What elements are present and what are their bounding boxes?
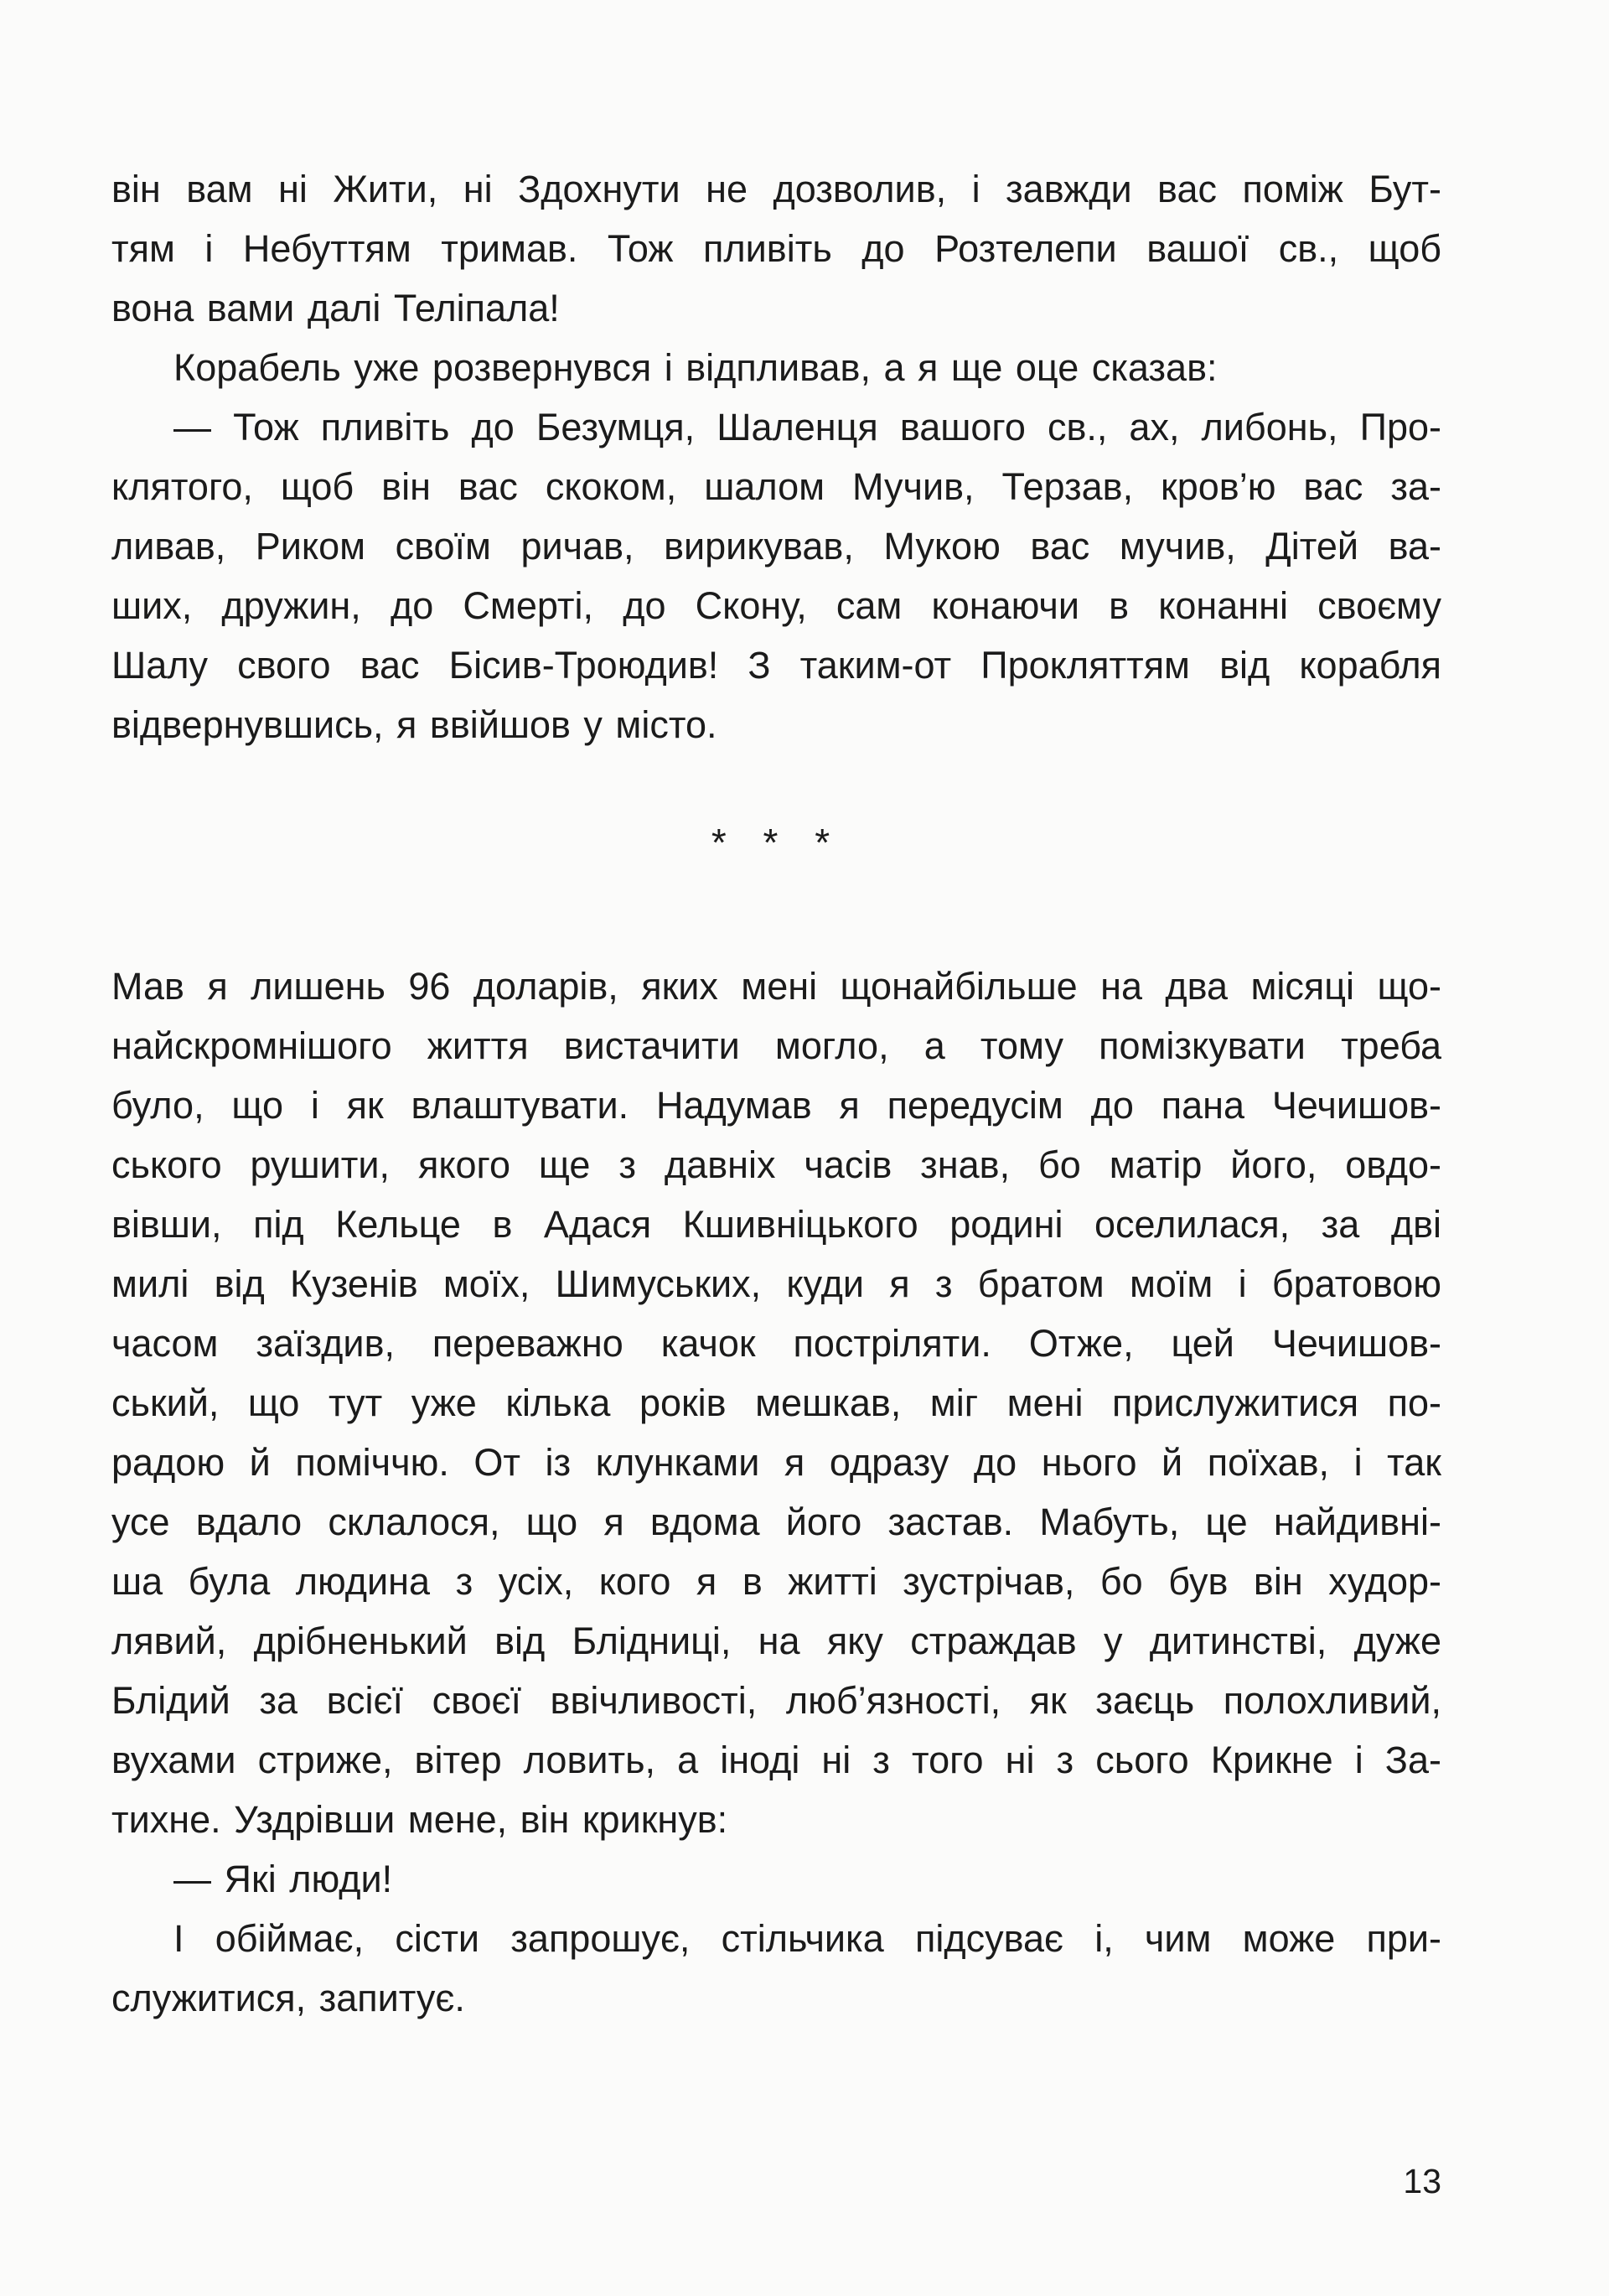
text-line: він вам ні Жити, ні Здохнути не дозволив, і завжди вас поміж Бут- [111, 168, 1441, 210]
text-line: Блідий за всієї своєї ввічливості, люб’язності, як заєць полохливий, [111, 1679, 1441, 1722]
text-line: — Тож пливіть до Безумця, Шаленця вашого св., ах, либонь, Про- [173, 406, 1441, 448]
page-number: 13 [1403, 2162, 1441, 2200]
text-line: І обіймає, сісти запрошує, стільчика підсуває і, чим може при- [173, 1917, 1441, 1960]
text-line: радою й поміччю. От із клунками я одразу до нього й поїхав, і так [111, 1441, 1441, 1484]
text-line: Мав я лишень 96 доларів, яких мені щонайбільше на два місяці що- [111, 965, 1441, 1008]
text-line: милі від Кузенів моїх, Шимуських, куди я з братом моїм і братовою [111, 1262, 1441, 1305]
text-line: вона вами далі Теліпала! [111, 287, 560, 329]
text-line: відвернувшись, я ввійшов у місто. [111, 703, 717, 746]
paragraph [111, 338, 1441, 397]
text-line: часом заїздив, переважно качок постріляти. Отже, цей Чечишов- [111, 1322, 1441, 1365]
paragraph [111, 159, 1441, 338]
paragraph [111, 956, 1441, 1849]
text-line: тям і Небуттям тримав. Тож пливіть до Розтелепи вашої св., щоб [111, 227, 1441, 270]
text-line: служитися, запитує. [111, 1977, 465, 2019]
text-line: Шалу свого вас Бісив-Троюдив! З таким-от Прокляттям від корабля [111, 644, 1441, 687]
text-line: вівши, під Кельце в Адася Кшивніцького родині оселилася, за дві [111, 1203, 1441, 1246]
paragraph [111, 1909, 1441, 2028]
text-line: вухами стриже, вітер ловить, а іноді ні з того ні з сього Крикне і За- [111, 1739, 1441, 1781]
text-line: найскромнішого життя вистачити могло, а тому помізкувати треба [111, 1024, 1441, 1067]
text-line: ський, що тут уже кілька років мешкав, міг мені прислужитися по- [111, 1381, 1441, 1424]
text-line: — Які люди! [173, 1858, 393, 1900]
text-line: усе вдало склалося, що я вдома його застав. Мабуть, це найдивні- [111, 1500, 1441, 1543]
text-line: ського рушити, якого ще з давніх часів знав, бо матір його, овдо- [111, 1143, 1441, 1186]
text-line: клятого, щоб він вас скоком, шалом Мучив, Терзав, кров’ю вас за- [111, 465, 1441, 508]
text-line: ших, дружин, до Смерті, до Скону, сам конаючи в конанні своєму [111, 584, 1441, 627]
section-break: * * * [711, 821, 842, 864]
text-line: тихне. Уздрівши мене, він крикнув: [111, 1798, 728, 1841]
paragraph [111, 397, 1441, 754]
text-line: ливав, Риком своїм ричав, вирикував, Мукою вас мучив, Дітей ва- [111, 525, 1441, 568]
text-line: було, що і як влаштувати. Надумав я передусім до пана Чечишов- [111, 1084, 1441, 1127]
text-block [111, 159, 1441, 2028]
paragraph [111, 1849, 1441, 1909]
text-line: Корабель уже розвернувся і відпливав, а я ще оце сказав: [173, 346, 1218, 389]
text-line: лявий, дрібненький від Блідниці, на яку страждав у дитинстві, дуже [111, 1620, 1441, 1662]
text-line: ша була людина з усіх, кого я в житті зустрічав, бо був він худор- [111, 1560, 1441, 1603]
